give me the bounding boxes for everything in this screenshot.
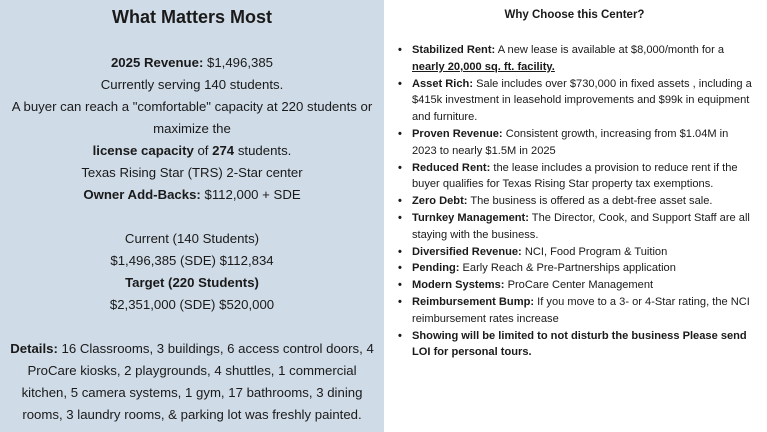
trs-line: Texas Rising Star (TRS) 2-Star center: [81, 165, 303, 180]
item-text: Early Reach & Pre-Partnerships application: [459, 262, 676, 275]
item-label: Diversified Revenue:: [412, 245, 522, 258]
item-label: Zero Debt:: [412, 195, 468, 208]
item-text: If you move to a 3- or 4-Star rating, the NCI reimbursement rates increase: [412, 295, 750, 325]
details-block: [8, 338, 376, 426]
license-value: 274: [212, 143, 235, 158]
license-line: [8, 140, 376, 162]
list-item: [396, 160, 753, 194]
revenue-line: [8, 52, 376, 74]
item-label: Asset Rich:: [412, 77, 474, 90]
list-item: [396, 294, 753, 328]
details-text: 16 Classrooms, 3 buildings, 6 access control doors, 4 ProCare kiosks, 2 playgrounds, 4 shuttles, 1 commercial kitchen, 5 camera systems, 1 gym, 17 bathrooms, 3 dining rooms, 3 laundry rooms, & parking lot was freshly painted.: [21, 341, 374, 422]
item-text: A new lease is available at $8,000/month for a: [495, 44, 725, 56]
item-label: Stabilized Rent:: [412, 44, 496, 56]
addbacks-line: [8, 184, 376, 206]
addbacks-value: $112,000 + SDE: [200, 187, 301, 202]
list-item: [396, 76, 753, 126]
item-label: Pending:: [412, 262, 460, 275]
why-choose-panel: [384, 0, 767, 432]
current-label: Current (140 Students): [124, 231, 260, 246]
item-label: Modern Systems:: [412, 279, 505, 292]
reasons-list: [396, 42, 753, 361]
target-line: [8, 272, 376, 294]
item-emphasis: nearly 20,000 sq. ft. facility.: [412, 60, 555, 73]
list-item: [396, 244, 753, 261]
item-text: Sale includes over $730,000 in fixed assets , including a $415k investment in leasehold improvements and $99k in equipment and furniture.: [412, 77, 752, 124]
list-item: [396, 193, 753, 210]
list-item: [396, 260, 753, 277]
list-item: [396, 210, 753, 244]
current-values: $1,496,385 (SDE) $112,834: [110, 253, 274, 268]
item-text: The Director, Cook, and Support Staff are all staying with the business.: [412, 211, 750, 241]
right-title: Why Choose this Center?: [504, 9, 645, 21]
list-item: [396, 42, 753, 76]
item-text: Consistent growth, increasing from $1.04M in 2023 to nearly $1.5M in 2025: [412, 127, 729, 157]
details-label: Details:: [10, 341, 58, 356]
item-label: Showing will be limited to not disturb the business Please send LOI for personal tours.: [412, 329, 747, 359]
buyer-line: A buyer can reach a "comfortable" capacity at 220 students or maximize the: [11, 99, 373, 136]
summary-block: [8, 52, 376, 206]
license-suffix: students.: [234, 143, 292, 158]
item-text: the lease includes a provision to reduce rent if the buyer qualifies for Texas Rising Star property tax exemptions.: [412, 161, 738, 191]
left-title: What Matters Most: [111, 7, 272, 27]
item-text: ProCare Center Management: [504, 279, 654, 292]
revenue-value: $1,496,385: [203, 55, 274, 70]
license-of: of: [193, 143, 213, 158]
item-text: The business is offered as a debt-free asset sale.: [467, 195, 713, 208]
item-label: Reduced Rent:: [412, 161, 491, 174]
target-values: $2,351,000 (SDE) $520,000: [109, 297, 275, 312]
target-label: Target (220 Students): [125, 275, 259, 290]
item-text: NCI, Food Program & Tuition: [521, 245, 668, 258]
list-item: [396, 126, 753, 160]
list-item: [396, 328, 753, 362]
addbacks-label: Owner Add-Backs:: [83, 187, 201, 202]
item-label: Reimbursement Bump:: [412, 295, 535, 308]
serving-line: Currently serving 140 students.: [100, 77, 284, 92]
list-item: [396, 277, 753, 294]
targets-block: [8, 228, 376, 316]
license-label: license capacity: [92, 143, 194, 158]
item-label: Proven Revenue:: [412, 127, 503, 140]
revenue-label: 2025 Revenue:: [110, 55, 204, 70]
item-label: Turnkey Management:: [412, 211, 529, 224]
